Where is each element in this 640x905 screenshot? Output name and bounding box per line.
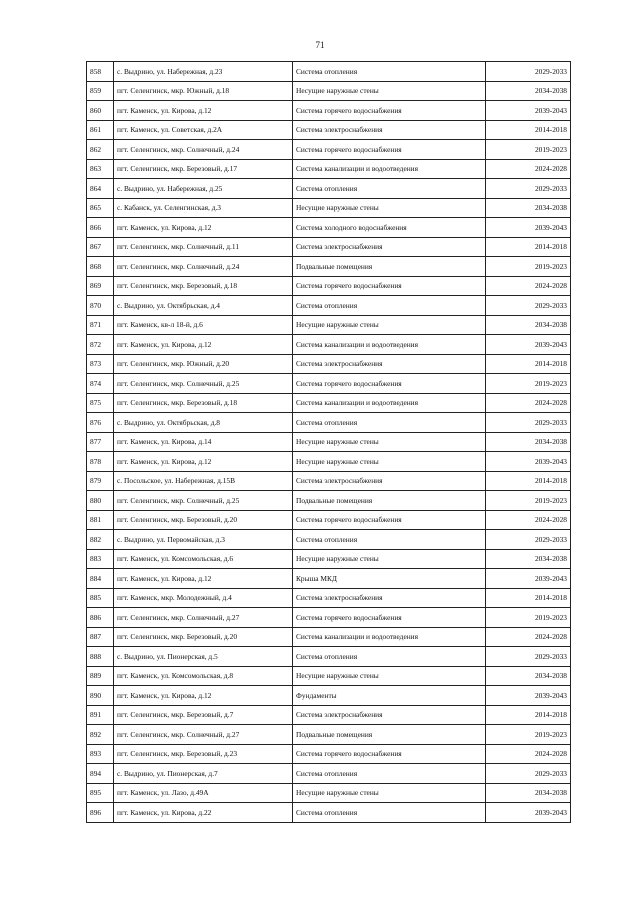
period-cell: 2024-2028	[486, 510, 571, 530]
period-cell: 2034-2038	[486, 783, 571, 803]
table-row	[87, 315, 571, 335]
row-number-cell: 865	[87, 198, 114, 218]
table-row	[87, 666, 571, 686]
table-row	[87, 744, 571, 764]
table-row	[87, 413, 571, 433]
system-cell: Фундаменты	[293, 686, 486, 706]
table-row	[87, 237, 571, 257]
system-cell: Система электроснабжения	[293, 588, 486, 608]
row-number-cell: 890	[87, 686, 114, 706]
table-row	[87, 120, 571, 140]
period-cell: 2034-2038	[486, 432, 571, 452]
row-number-cell: 879	[87, 471, 114, 491]
address-cell: пгт. Селенгинск, мкр. Солнечный, д.11	[114, 237, 293, 257]
address-cell: пгт. Каменск, ул. Кирова, д.22	[114, 803, 293, 823]
address-cell: с. Выдрино, ул. Первомайская, д.3	[114, 530, 293, 550]
row-number-cell: 868	[87, 257, 114, 277]
row-number-cell: 878	[87, 452, 114, 472]
period-cell: 2029-2033	[486, 296, 571, 316]
row-number-cell: 893	[87, 744, 114, 764]
table-row	[87, 510, 571, 530]
row-number-cell: 863	[87, 159, 114, 179]
row-number-cell: 867	[87, 237, 114, 257]
row-number-cell: 895	[87, 783, 114, 803]
table-row	[87, 335, 571, 355]
table-row	[87, 276, 571, 296]
address-cell: пгт. Селенгинск, мкр. Березовый, д.23	[114, 744, 293, 764]
period-cell: 2024-2028	[486, 276, 571, 296]
period-cell: 2019-2023	[486, 725, 571, 745]
period-cell: 2014-2018	[486, 237, 571, 257]
address-cell: пгт. Каменск, ул. Комсомольская, д.6	[114, 549, 293, 569]
row-number-cell: 870	[87, 296, 114, 316]
address-cell: пгт. Селенгинск, мкр. Южный, д.20	[114, 354, 293, 374]
system-cell: Система электроснабжения	[293, 471, 486, 491]
row-number-cell: 886	[87, 608, 114, 628]
period-cell: 2029-2033	[486, 530, 571, 550]
period-cell: 2034-2038	[486, 666, 571, 686]
system-cell: Система отопления	[293, 764, 486, 784]
period-cell: 2039-2043	[486, 218, 571, 238]
table-row	[87, 101, 571, 121]
system-cell: Система канализации и водоотведения	[293, 159, 486, 179]
table-row	[87, 549, 571, 569]
system-cell: Система электроснабжения	[293, 120, 486, 140]
system-cell: Подвальные помещения	[293, 257, 486, 277]
address-cell: пгт. Каменск, ул. Кирова, д.12	[114, 335, 293, 355]
address-cell: с. Кабанск, ул. Селенгинская, д.3	[114, 198, 293, 218]
period-cell: 2039-2043	[486, 452, 571, 472]
period-cell: 2019-2023	[486, 140, 571, 160]
table-row	[87, 374, 571, 394]
system-cell: Несущие наружные стены	[293, 666, 486, 686]
row-number-cell: 877	[87, 432, 114, 452]
system-cell: Несущие наружные стены	[293, 783, 486, 803]
row-number-cell: 858	[87, 62, 114, 82]
address-cell: пгт. Каменск, мкр. Молодежный, д.4	[114, 588, 293, 608]
table-row	[87, 764, 571, 784]
address-cell: пгт. Каменск, ул. Комсомольская, д.8	[114, 666, 293, 686]
address-cell: с. Выдрино, ул. Набережная, д.25	[114, 179, 293, 199]
period-cell: 2029-2033	[486, 764, 571, 784]
address-cell: пгт. Селенгинск, мкр. Солнечный, д.25	[114, 491, 293, 511]
row-number-cell: 880	[87, 491, 114, 511]
address-cell: пгт. Селенгинск, мкр. Солнечный, д.27	[114, 725, 293, 745]
row-number-cell: 871	[87, 315, 114, 335]
period-cell: 2029-2033	[486, 62, 571, 82]
system-cell: Система холодного водоснабжения	[293, 218, 486, 238]
address-cell: пгт. Селенгинск, мкр. Березовый, д.20	[114, 627, 293, 647]
system-cell: Система канализации и водоотведения	[293, 335, 486, 355]
system-cell: Система электроснабжения	[293, 237, 486, 257]
system-cell: Несущие наружные стены	[293, 81, 486, 101]
table-row	[87, 803, 571, 823]
address-cell: с. Выдрино, ул. Октябрьская, д.4	[114, 296, 293, 316]
row-number-cell: 884	[87, 569, 114, 589]
period-cell: 2014-2018	[486, 705, 571, 725]
row-number-cell: 866	[87, 218, 114, 238]
row-number-cell: 876	[87, 413, 114, 433]
period-cell: 2024-2028	[486, 393, 571, 413]
table-row	[87, 491, 571, 511]
period-cell: 2019-2023	[486, 374, 571, 394]
row-number-cell: 883	[87, 549, 114, 569]
period-cell: 2014-2018	[486, 120, 571, 140]
table-row	[87, 569, 571, 589]
address-cell: пгт. Каменск, ул. Кирова, д.14	[114, 432, 293, 452]
address-cell: с. Выдрино, ул. Октябрьская, д.8	[114, 413, 293, 433]
period-cell: 2039-2043	[486, 101, 571, 121]
system-cell: Крыша МКД	[293, 569, 486, 589]
address-cell: пгт. Селенгинск, мкр. Березовый, д.18	[114, 393, 293, 413]
row-number-cell: 887	[87, 627, 114, 647]
row-number-cell: 891	[87, 705, 114, 725]
period-cell: 2014-2018	[486, 354, 571, 374]
row-number-cell: 860	[87, 101, 114, 121]
table-row	[87, 452, 571, 472]
system-cell: Система электроснабжения	[293, 354, 486, 374]
period-cell: 2019-2023	[486, 257, 571, 277]
address-cell: пгт. Каменск, ул. Кирова, д.12	[114, 101, 293, 121]
system-cell: Несущие наружные стены	[293, 315, 486, 335]
row-number-cell: 889	[87, 666, 114, 686]
period-cell: 2019-2023	[486, 608, 571, 628]
period-cell: 2024-2028	[486, 159, 571, 179]
row-number-cell: 896	[87, 803, 114, 823]
period-cell: 2014-2018	[486, 471, 571, 491]
address-cell: пгт. Каменск, ул. Кирова, д.12	[114, 686, 293, 706]
table-body	[87, 62, 571, 823]
address-cell: пгт. Каменск, ул. Советская, д.2А	[114, 120, 293, 140]
table-row	[87, 393, 571, 413]
system-cell: Система отопления	[293, 179, 486, 199]
period-cell: 2034-2038	[486, 549, 571, 569]
table-row	[87, 354, 571, 374]
system-cell: Система электроснабжения	[293, 705, 486, 725]
row-number-cell: 874	[87, 374, 114, 394]
system-cell: Несущие наружные стены	[293, 198, 486, 218]
table-row	[87, 432, 571, 452]
row-number-cell: 873	[87, 354, 114, 374]
system-cell: Система горячего водоснабжения	[293, 510, 486, 530]
address-cell: с. Выдрино, ул. Пионерская, д.7	[114, 764, 293, 784]
table-row	[87, 588, 571, 608]
table-row	[87, 647, 571, 667]
table-row	[87, 62, 571, 82]
table-row	[87, 705, 571, 725]
address-cell: пгт. Каменск, кв-л 18-й, д.6	[114, 315, 293, 335]
period-cell: 2029-2033	[486, 647, 571, 667]
address-cell: пгт. Каменск, ул. Кирова, д.12	[114, 452, 293, 472]
row-number-cell: 882	[87, 530, 114, 550]
row-number-cell: 881	[87, 510, 114, 530]
address-cell: пгт. Селенгинск, мкр. Солнечный, д.24	[114, 140, 293, 160]
system-cell: Система горячего водоснабжения	[293, 374, 486, 394]
table-row	[87, 725, 571, 745]
address-cell: пгт. Каменск, ул. Кирова, д.12	[114, 218, 293, 238]
period-cell: 2034-2038	[486, 198, 571, 218]
system-cell: Система отопления	[293, 413, 486, 433]
system-cell: Система канализации и водоотведения	[293, 627, 486, 647]
system-cell: Система отопления	[293, 803, 486, 823]
period-cell: 2039-2043	[486, 686, 571, 706]
system-cell: Система отопления	[293, 647, 486, 667]
table-row	[87, 608, 571, 628]
system-cell: Система отопления	[293, 62, 486, 82]
page-number: 71	[315, 40, 325, 50]
row-number-cell: 894	[87, 764, 114, 784]
table-row	[87, 627, 571, 647]
row-number-cell: 875	[87, 393, 114, 413]
address-cell: пгт. Селенгинск, мкр. Березовый, д.17	[114, 159, 293, 179]
system-cell: Система канализации и водоотведения	[293, 393, 486, 413]
system-cell: Несущие наружные стены	[293, 452, 486, 472]
repair-schedule-table	[86, 61, 571, 823]
row-number-cell: 859	[87, 81, 114, 101]
period-cell: 2039-2043	[486, 335, 571, 355]
table-row	[87, 471, 571, 491]
table-row	[87, 783, 571, 803]
system-cell: Система горячего водоснабжения	[293, 101, 486, 121]
row-number-cell: 892	[87, 725, 114, 745]
table-row	[87, 296, 571, 316]
period-cell: 2034-2038	[486, 315, 571, 335]
system-cell: Система отопления	[293, 296, 486, 316]
address-cell: с. Выдрино, ул. Набережная, д.23	[114, 62, 293, 82]
period-cell: 2024-2028	[486, 744, 571, 764]
row-number-cell: 888	[87, 647, 114, 667]
period-cell: 2029-2033	[486, 413, 571, 433]
system-cell: Система горячего водоснабжения	[293, 140, 486, 160]
system-cell: Система отопления	[293, 530, 486, 550]
period-cell: 2034-2038	[486, 81, 571, 101]
address-cell: с. Выдрино, ул. Пионерская, д.5	[114, 647, 293, 667]
system-cell: Система горячего водоснабжения	[293, 608, 486, 628]
row-number-cell: 872	[87, 335, 114, 355]
table-row	[87, 686, 571, 706]
address-cell: пгт. Селенгинск, мкр. Березовый, д.20	[114, 510, 293, 530]
address-cell: пгт. Селенгинск, мкр. Солнечный, д.25	[114, 374, 293, 394]
period-cell: 2039-2043	[486, 569, 571, 589]
table-row	[87, 179, 571, 199]
period-cell: 2014-2018	[486, 588, 571, 608]
address-cell: пгт. Селенгинск, мкр. Солнечный, д.24	[114, 257, 293, 277]
table-row	[87, 159, 571, 179]
address-cell: пгт. Селенгинск, мкр. Солнечный, д.27	[114, 608, 293, 628]
period-cell: 2019-2023	[486, 491, 571, 511]
row-number-cell: 862	[87, 140, 114, 160]
period-cell: 2024-2028	[486, 627, 571, 647]
system-cell: Система горячего водоснабжения	[293, 744, 486, 764]
table-row	[87, 218, 571, 238]
row-number-cell: 869	[87, 276, 114, 296]
system-cell: Подвальные помещения	[293, 725, 486, 745]
table-row	[87, 81, 571, 101]
table-row	[87, 198, 571, 218]
address-cell: пгт. Селенгинск, мкр. Южный, д.18	[114, 81, 293, 101]
row-number-cell: 864	[87, 179, 114, 199]
table-row	[87, 140, 571, 160]
period-cell: 2039-2043	[486, 803, 571, 823]
system-cell: Система горячего водоснабжения	[293, 276, 486, 296]
table-row	[87, 257, 571, 277]
address-cell: пгт. Селенгинск, мкр. Березовый, д.18	[114, 276, 293, 296]
address-cell: с. Посольское, ул. Набережная, д.15В	[114, 471, 293, 491]
system-cell: Несущие наружные стены	[293, 549, 486, 569]
row-number-cell: 885	[87, 588, 114, 608]
system-cell: Несущие наружные стены	[293, 432, 486, 452]
table-row	[87, 530, 571, 550]
system-cell: Подвальные помещения	[293, 491, 486, 511]
period-cell: 2029-2033	[486, 179, 571, 199]
address-cell: пгт. Каменск, ул. Кирова, д.12	[114, 569, 293, 589]
row-number-cell: 861	[87, 120, 114, 140]
address-cell: пгт. Каменск, ул. Лазо, д.49А	[114, 783, 293, 803]
address-cell: пгт. Селенгинск, мкр. Березовый, д.7	[114, 705, 293, 725]
